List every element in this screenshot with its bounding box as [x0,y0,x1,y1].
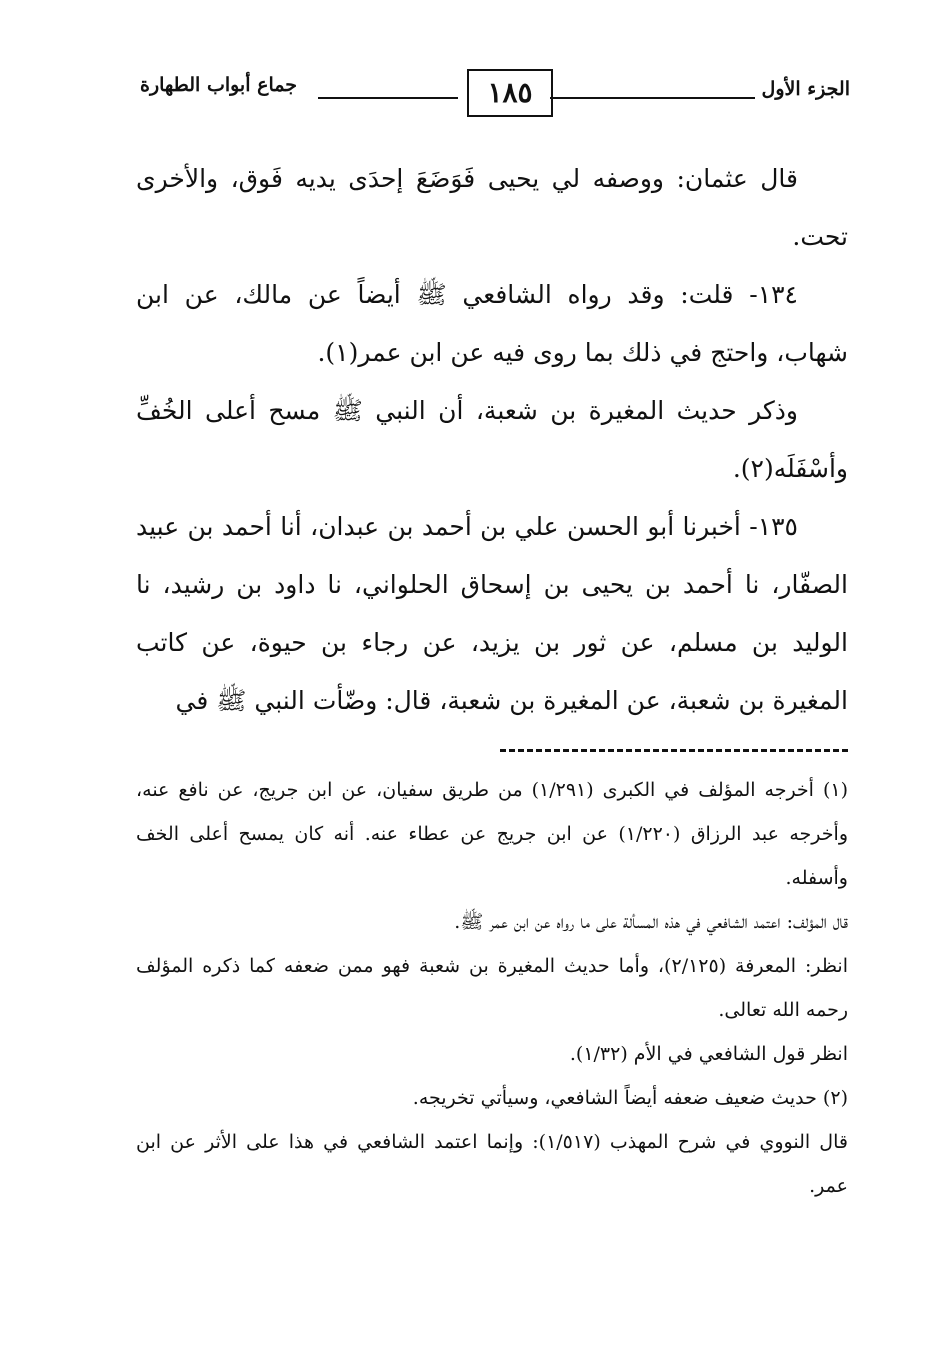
page-number: ١٨٥ [467,69,553,117]
paragraph-134: ١٣٤- قلت: وقد رواه الشافعي ﷺ أيضاً عن مالك، عن ابن شهاب، واحتج في ذلك بما روى فيه عن ابن عمر(١). [136,280,848,367]
header-rule-left [318,97,458,99]
main-text [136,150,848,730]
header-rule-right [550,97,755,99]
footnote-2-nawawi: قال النووي في شرح المهذب (١/٥١٧): وإنما اعتمد الشافعي في هذا على الأثر عن ابن عمر. [136,1131,848,1197]
page-header [140,62,850,118]
footnote-divider [500,749,848,752]
volume-title: الجزء الأول [761,78,850,100]
footnote-1-umm-reference: انظر قول الشافعي في الأم (١/٣٢). [569,1043,848,1065]
footnote-1-reference: انظر: المعرفة (٢/١٢٥)، وأما حديث المغيرة بن شعبة فهو ممن ضعفه كما ذكره المؤلف رحمه الله تعالى. [136,955,848,1021]
paragraph-uthman: قال عثمان: ووصفه لي يحيى فَوَضَعَ إحدَى يديه فَوق، والأخرى تحت. [136,164,848,251]
paragraph-mughira: وذكر حديث المغيرة بن شعبة، أن النبي ﷺ مسح أعلى الخُفِّ وأسْفَلَه(٢). [136,396,848,483]
paragraph-135: ١٣٥- أخبرنا أبو الحسن علي بن أحمد بن عبدان، أنا أحمد بن عبيد الصفّار، نا أحمد بن يحيى بن إسحاق الحلواني، نا داود بن رشيد، نا الوليد بن مسلم، عن ثور بن يزيد، عن رجاء بن حيوة، عن كاتب المغيرة بن شعبة، عن المغيرة بن شعبة، قال: وضّأت النبي ﷺ في [136,512,848,715]
footnote-2: (٢) حديث ضعيف ضعفه أيضاً الشافعي، وسيأتي تخريجه. [412,1087,848,1109]
footnote-1: (١) أخرجه المؤلف في الكبرى (١/٢٩١) من طريق سفيان، عن ابن جريج، عن نافع عنه، وأخرجه عبد الرزاق (١/٢٢٠) عن ابن جريج عن عطاء عنه. أنه كان يمسح أعلى الخف وأسفله. [136,779,848,889]
footnote-1-author-remark: قال المؤلف: اعتمد الشافعي في هذه المسألة على ما رواه عن ابن عمر ﷺ. [454,911,848,933]
chapter-title: جماع أبواب الطهارة [140,74,297,96]
footnotes [136,768,848,1208]
